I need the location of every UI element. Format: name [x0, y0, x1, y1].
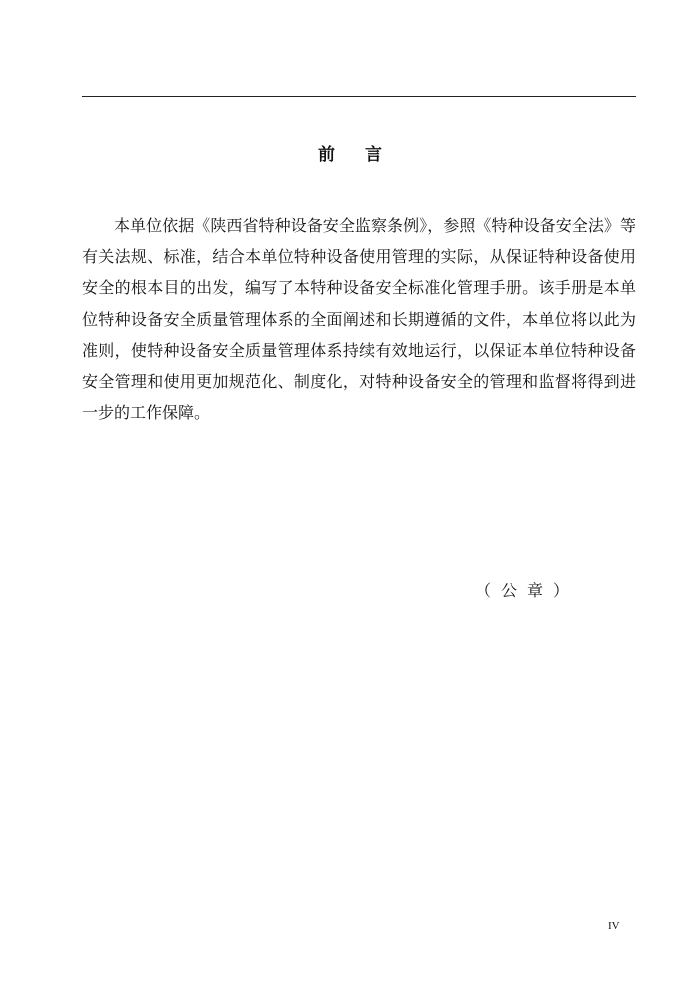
body-paragraph: 本单位依据《陕西省特种设备安全监察条例》，参照《特种设备安全法》等有关法规、标准，结合本单位特种设备使用管理的实际，从保证特种设备使用安全的根本目的出发，编写了本特种设备安全标准化管理手册。该手册是本单位特种设备安全质量管理体系的全面阐述和长期遵循的文件，本单位将以此为准则，使特种设备安全质量管理体系持续有效地运行，以保证本单位特种设备安全管理和使用更加规范化、制度化，对特种设备安全的管理和监督将得到进一步的工作保障。 — [82, 216, 636, 423]
seal-placeholder: （公章） — [475, 581, 580, 600]
header-rule — [82, 96, 636, 97]
page-title: 前言 — [318, 145, 412, 165]
page-number: IV — [608, 920, 620, 932]
